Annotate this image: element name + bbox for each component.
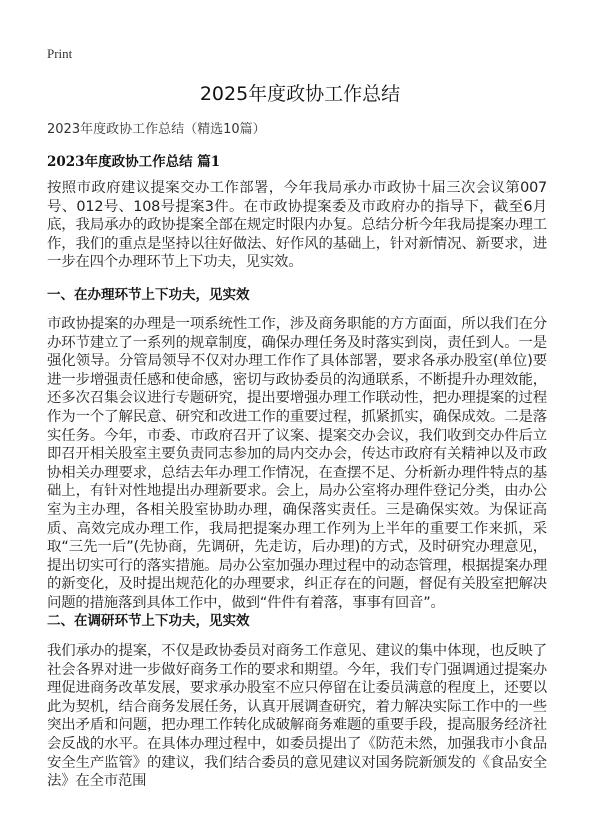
print-link[interactable]: Print [47, 46, 73, 61]
section-heading-1: 一、在办理环节上下功夫，见实效 [47, 287, 250, 303]
page-title: 2025年度政协工作总结 [199, 83, 401, 105]
section-body-2: 我们承办的提案，不仅是政协委员对商务工作意见、建议的集中体现，也反映了社会各界对进一步做好商务工作的要求和期望。今年，我们专门强调通过提案办理促进商务改革发展，要求承办股室不应只停留在让委员满意的程度上，还要以此为契机，结合商务发展任务，认真开展调查研究，着力解决实际工作中的一些突出矛盾和问题，把办理工作转化成破解商务难题的重要手段，提高服务经济社会反战的水平。在具体办理过程中，如委员提出了《防范未然，加强我市小食品安全生产监管》的建议，我们结合委员的意见建议对国务院新颁发的《食品安全法》在全市范围 [47, 643, 547, 790]
intro-paragraph: 按照市政府建议提案交办工作部署，今年我局承办市政协十届三次会议第007号、012号、108号提案3件。在市政协提案委及市政府办的指导下，截至6月底，我局承办的政协提案全部在规定时限内办复。总结分析今年我局提案办理工作，我们的重点是坚持以往好做法、好作风的基础上，针对新情况、新要求，进一步在四个办理环节上下功夫，见实效。 [47, 180, 547, 271]
section-heading-2: 二、在调研环节上下功夫，见实效 [47, 613, 250, 629]
section-body-1: 市政协提案的办理是一项系统性工作，涉及商务职能的方方面面，所以我们在分办环节建立了一系列的规章制度，确保办理任务及时落实到岗，责任到人。一是强化领导。分管局领导不仅对办理工作作了具体部署，要求各承办股室(单位)要进一步增强责任感和使命感，密切与政协委员的沟通联系，不断提升办理效能，还多次召集会议进行专题研究，提出要增强办理工作联动性，把办理提案的过程作为一个了解民意、研究和改进工作的重要过程，抓紧抓实，确保成效。二是落实任务。今年，市委、市政府召开了议案、提案交办会议，我们收到交办件后立即召开相关股室主要负责同志参加的局内交办会，传达市政府有关精神以及市政协相关办理要求，总结去年办理工作情况，在查摆不足、分析新办理件特点的基础上，有针对性地提出办理新要求。会上，局办公室将办理件登记分类，由办公室为主办理，各相关股室协助办理，确保落实责任。三是确保实效。为保证高质、高效完成办理工作，我局把提案办理工作列为上半年的重要工作来抓，采取“三先一后”(先协商，先调研，先走访，后办理)的方式，及时研究办理意见，提出切实可行的落实措施。局办公室加强办理过程中的动态管理，根据提案办理的新变化，及时提出规范化的办理要求，纠正存在的问题，督促有关股室把解决问题的措施落到具体工作中，做到“件件有着落，事事有回音”。 [47, 316, 547, 611]
document-subtitle: 2023年度政协工作总结（精选10篇） [47, 122, 266, 137]
article-heading: 2023年度政协工作总结 篇1 [47, 154, 221, 170]
